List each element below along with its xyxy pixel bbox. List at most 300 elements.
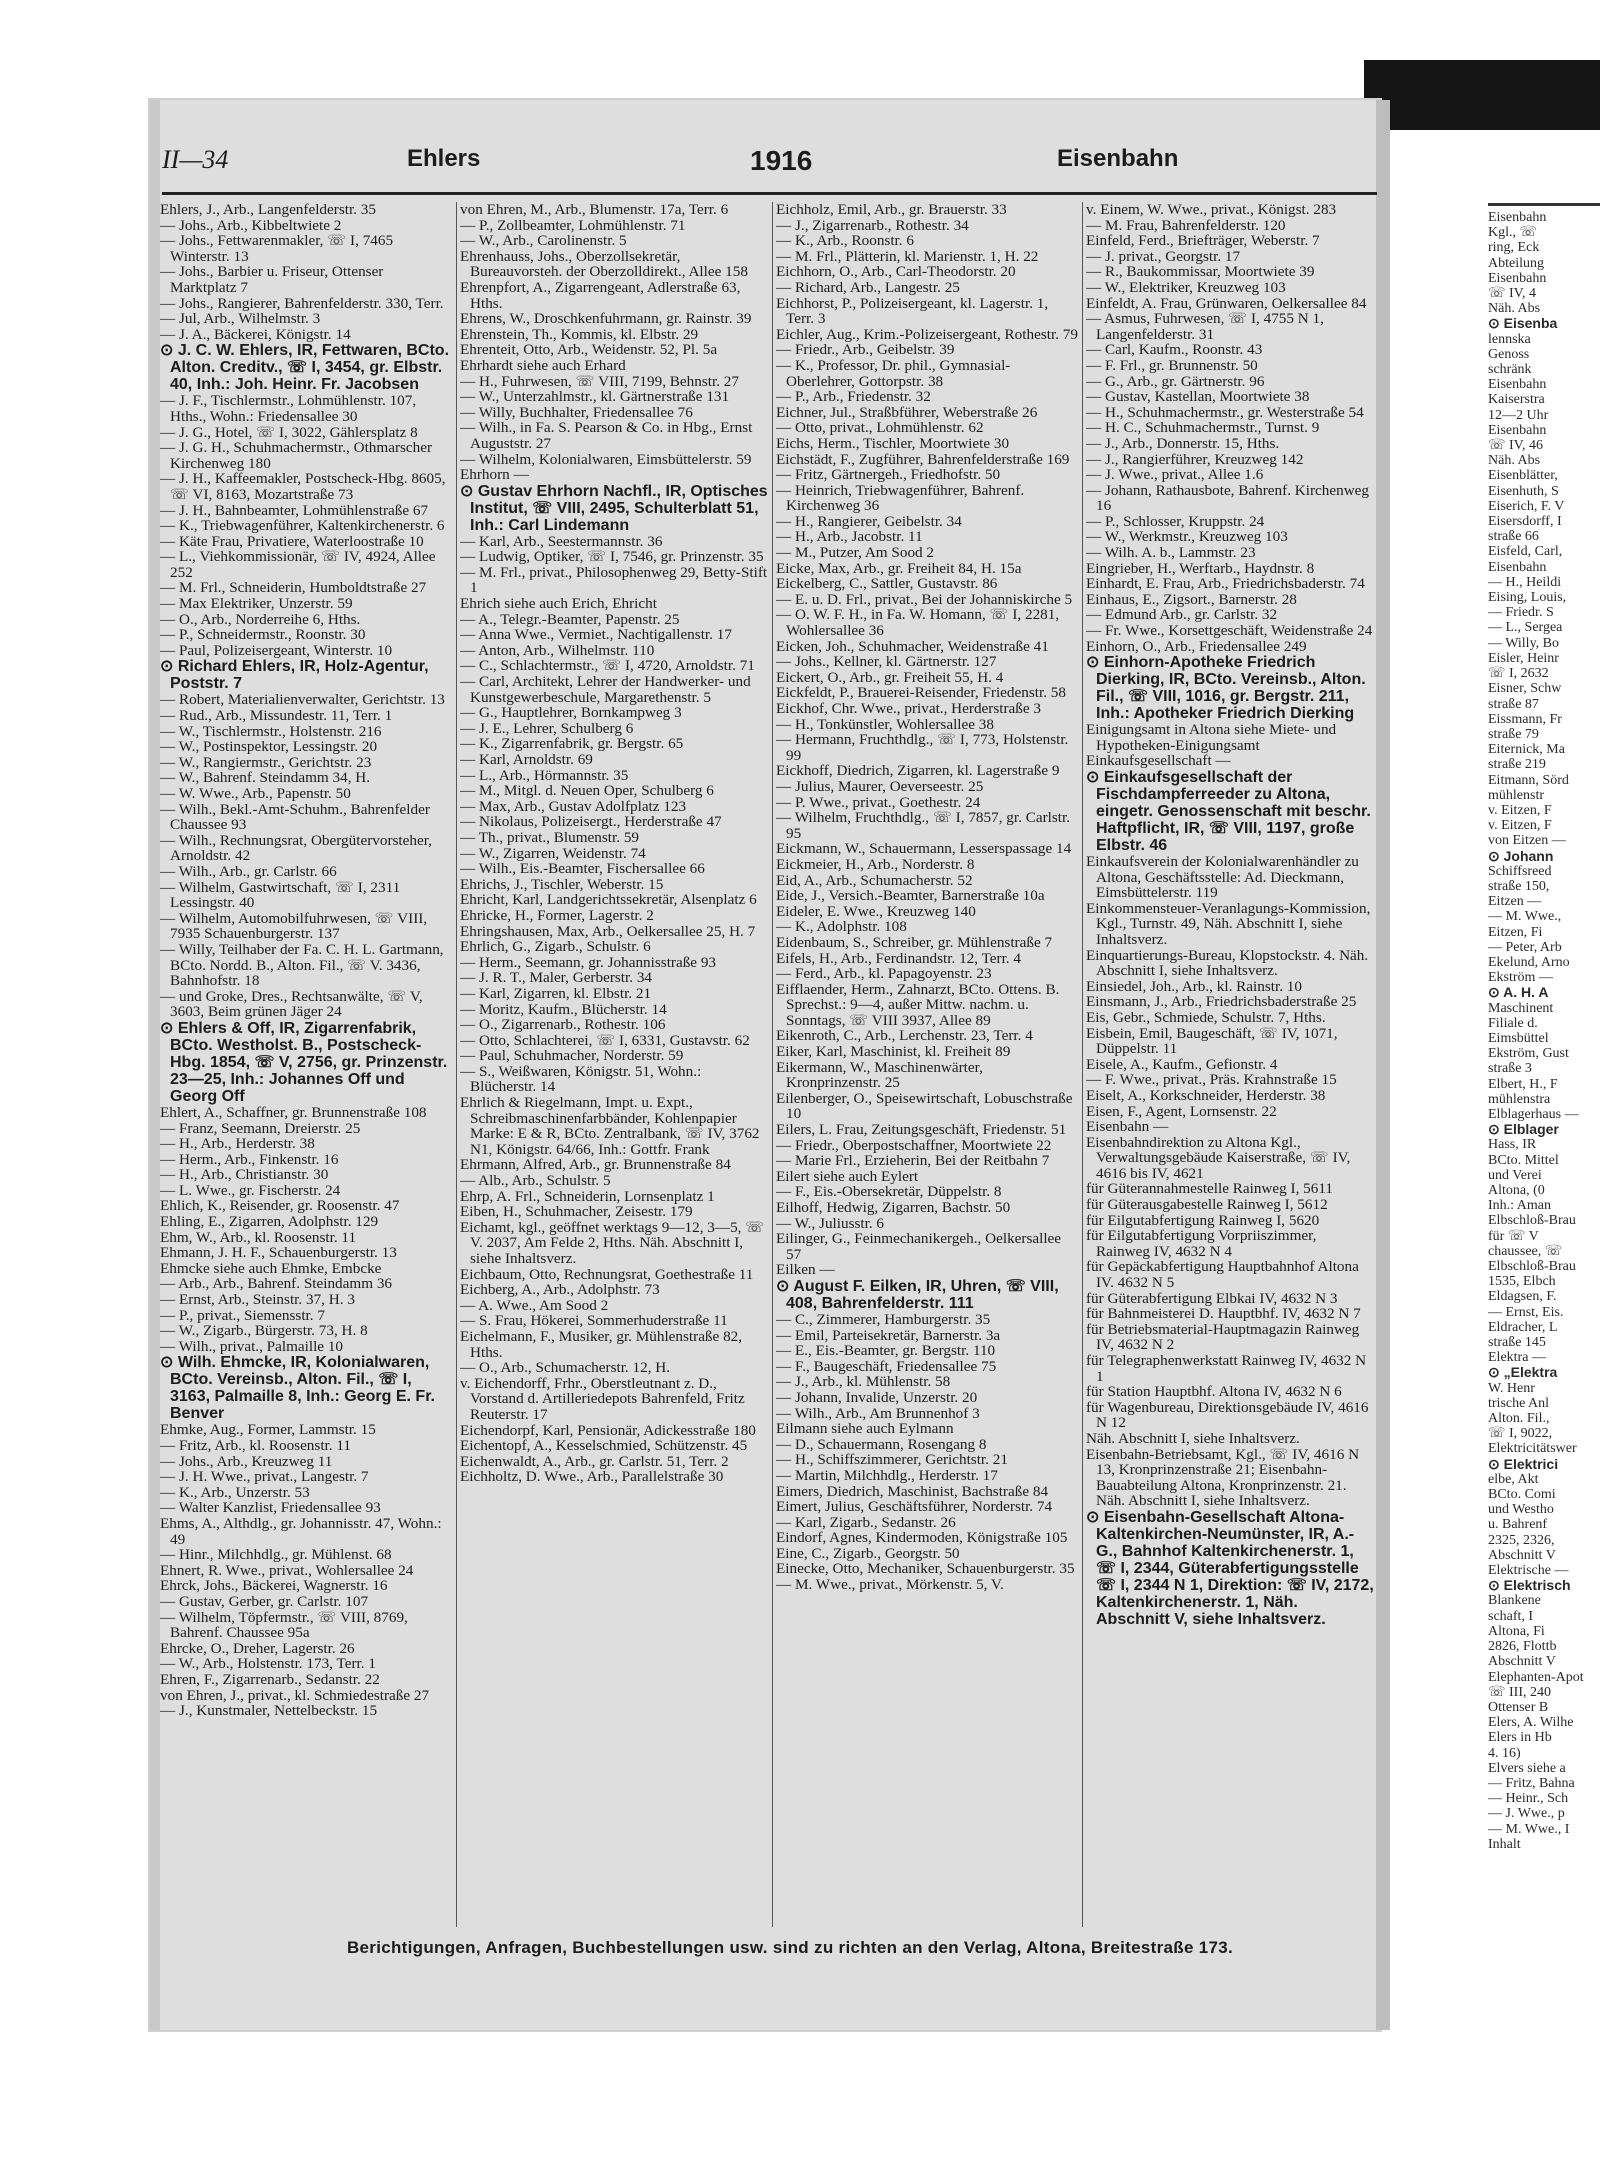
directory-entry: — Wilh., Arb., Am Brunnenhof 3	[776, 1404, 980, 1422]
directory-entry: ⊙ Richard Ehlers, IR, Holz-Agentur, Poststr. 7	[160, 658, 429, 693]
directory-entry: — Paul, Polizeisergeant, Winterstr. 10	[160, 641, 393, 659]
directory-entry: — Wilh., Arb., gr. Carlstr. 66	[160, 862, 337, 880]
directory-entry: — Friedr., Arb., Geibelstr. 39	[776, 341, 955, 359]
directory-entry: Eingrieber, H., Werftarb., Haydnstr. 8	[1086, 559, 1315, 577]
next-page-entry: 1535, Elbch	[1488, 1274, 1556, 1290]
page-number: II—34	[162, 145, 229, 174]
directory-entry: — F. Frl., gr. Brunnenstr. 50	[1086, 356, 1258, 374]
directory-entry: Ehlert, A., Schaffner, gr. Brunnenstraße 108	[160, 1103, 427, 1121]
directory-entry: — J. H., Bahnbeamter, Lohmühlenstraße 67	[160, 501, 429, 519]
directory-entry: — O. W. F. H., in Fa. W. Homann, ☏ I, 2281, Wohlersallee 36	[776, 606, 1060, 640]
directory-entry: Eichamt, kgl., geöffnet werktags 9—12, 3—5, ☏ V. 2037, Am Felde 2, Hths. Näh. Abschnitt I, siehe Inhaltsverz.	[460, 1218, 765, 1267]
next-page-entry: Eisenblätter,	[1488, 468, 1558, 484]
next-page-entry: Elers in Hb	[1488, 1730, 1552, 1746]
directory-entry: — P., privat., Siemensstr. 7	[160, 1306, 325, 1324]
header-year: 1916	[750, 145, 813, 176]
directory-entry: — O., Zigarrenarb., Rothestr. 106	[460, 1016, 666, 1034]
directory-entry: — Karl, Zigarb., Sedanstr. 26	[776, 1513, 956, 1531]
directory-entry: für Station Hauptbhf. Altona IV, 4632 N 6	[1086, 1383, 1342, 1401]
directory-entry: Eide, J., Versich.-Beamter, Barnerstraße 10a	[776, 887, 1045, 905]
next-page-entry: Eisler, Heinr	[1488, 650, 1559, 666]
column-divider	[1082, 202, 1083, 1927]
next-page-entry: straße 150,	[1488, 878, 1550, 894]
directory-entry: Ehrichs, J., Tischler, Weberstr. 15	[460, 875, 664, 893]
next-page-entry: Kaiserstra	[1488, 392, 1545, 408]
directory-entry: — H., Schiffszimmerer, Gerichtstr. 21	[776, 1451, 1008, 1469]
directory-entry: — Herm., Seemann, gr. Johannisstraße 93	[460, 953, 717, 971]
directory-column-4	[1086, 202, 1374, 1932]
directory-entry: — J., Rangierführer, Kreuzweg 142	[1086, 450, 1304, 468]
next-page-entry: 2826, Flottb	[1488, 1639, 1557, 1655]
directory-entry: Eickmeier, H., Arb., Norderstr. 8	[776, 855, 975, 873]
directory-entry: — M. Frau, Bahrenfelderstr. 120	[1086, 216, 1286, 234]
directory-entry: — J., Zigarrenarb., Rothestr. 34	[776, 216, 969, 234]
directory-entry: — und Groke, Dres., Rechtsanwälte, ☏ V, 3603, Beim grünen Jäger 24	[160, 987, 423, 1021]
next-page-entry: Eisenbahn	[1488, 270, 1547, 286]
next-page-entry: straße 3	[1488, 1061, 1532, 1077]
directory-entry: Eifels, H., Arb., Ferdinandstr. 12, Terr. 4	[776, 949, 1021, 967]
directory-entry: Eilenberger, O., Speisewirtschaft, Lobuschstraße 10	[776, 1089, 1073, 1123]
directory-entry: Eimert, Julius, Geschäftsführer, Norderstr. 74	[776, 1498, 1053, 1516]
directory-entry: — M., Mitgl. d. Neuen Oper, Schulberg 6	[460, 782, 714, 800]
directory-entry: — Ferd., Arb., kl. Papagoyenstr. 23	[776, 965, 992, 983]
directory-entry: — E., Eis.-Beamter, gr. Bergstr. 110	[776, 1342, 996, 1360]
next-page-entry: Maschinent	[1488, 1000, 1554, 1016]
directory-entry: — A. Wwe., Am Sood 2	[460, 1296, 609, 1314]
next-page-entry: Eisenbahn	[1488, 377, 1547, 393]
directory-entry: Eichholz, Emil, Arb., gr. Brauerstr. 33	[776, 202, 1007, 218]
next-page-entry: — Fritz, Bahna	[1488, 1775, 1575, 1791]
directory-entry: Eiker, Karl, Maschinist, kl. Freiheit 89	[776, 1043, 1011, 1061]
directory-entry: ⊙ J. C. W. Ehlers, IR, Fettwaren, BCto. Alton. Creditv., ☏ I, 3454, gr. Elbstr. 40, Inh.: Joh. Heinr. Fr. Jacobsen	[160, 342, 450, 394]
directory-entry: Einigungsamt in Altona siehe Miete- und Hypotheken-Einigungsamt	[1086, 721, 1337, 754]
directory-entry: Eifflaender, Herm., Zahnarzt, BCto. Ottens. B. Sprechst.: 9—4, außer Mittw. nachm. u. Sonntags, ☏ VIII 3937, Allee 89	[776, 980, 1060, 1029]
directory-entry: für Telegraphenwerkstatt Rainweg IV, 4632 N 1	[1086, 1352, 1367, 1385]
directory-entry: Eilert siehe auch Eylert	[776, 1167, 919, 1185]
directory-entry: — M. Frl., privat., Philosophenweg 29, Betty-Stift 1	[460, 563, 768, 597]
directory-entry: für Eilgutabfertigung Vorpriiszimmer, Rainweg IV, 4632 N 4	[1086, 1227, 1317, 1260]
next-page-entry: für ☏ V	[1488, 1228, 1539, 1244]
directory-entry: Eikenroth, C., Arb., Lerchenstr. 23, Terr. 4	[776, 1027, 1033, 1045]
directory-entry: — C., Schlachtermstr., ☏ I, 4720, Arnoldstr. 71	[460, 657, 755, 675]
directory-entry: Eisenbahndirektion zu Altona Kgl., Verwaltungsgebäude Kaiserstraße, ☏ IV, 4616 bis IV, 4621	[1086, 1133, 1351, 1182]
next-page-entry: Eisenbahn	[1488, 422, 1547, 438]
next-page-entry: W. Henr	[1488, 1380, 1535, 1396]
next-page-entry: Eiternick, Ma	[1488, 742, 1565, 758]
header-rule	[162, 192, 1377, 195]
next-page-entry: Elektra —	[1488, 1350, 1546, 1366]
next-page-entry: — Willy, Bo	[1488, 635, 1559, 651]
header-last-entry: Eisenbahn	[1057, 145, 1179, 172]
directory-entry: ⊙ Gustav Ehrhorn Nachfl., IR, Optisches Institut, ☏ VIII, 2495, Schulterblatt 51, Inh.: Carl Lindemann	[460, 482, 768, 534]
directory-entry: — Wilhelm, Gastwirtschaft, ☏ I, 2311 Lessingstr. 40	[160, 878, 401, 912]
directory-entry: von Ehren, J., privat., kl. Schmiedestraße 27	[160, 1686, 430, 1704]
next-page-entry: Elbschloß-Brau	[1488, 1213, 1576, 1229]
directory-entry: — Wilhelm, Fruchthdlg., ☏ I, 7857, gr. Carlstr. 95	[776, 809, 1070, 842]
next-page-entry: Ottenser B	[1488, 1699, 1549, 1715]
directory-entry: — W., Tischlermstr., Holstenstr. 216	[160, 722, 382, 740]
directory-entry: — Walter Kanzlist, Friedensallee 93	[160, 1499, 381, 1517]
next-page-entry: ⊙ Elektrisch	[1488, 1577, 1571, 1594]
next-page-rule	[1488, 203, 1600, 206]
directory-entry: Einkaufsgesellschaft —	[1086, 752, 1231, 770]
next-page-entry: — Ernst, Eis.	[1488, 1304, 1564, 1320]
directory-entry: — K., Arb., Unzerstr. 53	[160, 1483, 310, 1501]
directory-entry: — E. u. D. Frl., privat., Bei der Johanniskirche 5	[776, 590, 1073, 608]
directory-entry: Ehren, F., Zigarrenarb., Sedanstr. 22	[160, 1670, 380, 1688]
directory-entry: Eichentopf, A., Kesselschmied, Schützenstr. 45	[460, 1437, 748, 1455]
next-page-entry: Eitzen, Fi	[1488, 924, 1543, 940]
directory-entry: — L., Viehkommissionär, ☏ IV, 4924, Allee 252	[160, 548, 436, 581]
next-page-entry: Elbschloß-Brau	[1488, 1259, 1576, 1275]
directory-entry: — J. H., Kaffeemakler, Postscheck-Hbg. 8605, ☏ VI, 8163, Mozartstraße 73	[160, 470, 446, 503]
directory-entry: Eickelberg, C., Sattler, Gustavstr. 86	[776, 575, 998, 593]
directory-entry: — Ludwig, Optiker, ☏ I, 7546, gr. Prinzenstr. 35	[460, 548, 764, 566]
directory-entry: — K., Arb., Roonstr. 6	[776, 232, 914, 250]
directory-entry: — M. Frl., Schneiderin, Humboldtstraße 27	[160, 579, 427, 597]
directory-entry: Ehlers, J., Arb., Langenfelderstr. 35	[160, 202, 376, 218]
directory-entry: Ehrck, Johs., Bäckerei, Wagnerstr. 16	[160, 1577, 388, 1595]
next-page-entry: Filiale d.	[1488, 1015, 1538, 1031]
next-page-entry: — Heinr., Sch	[1488, 1791, 1569, 1807]
directory-entry: — C., Zimmerer, Hamburgerstr. 35	[776, 1310, 991, 1328]
directory-entry: — P., Arb., Friedenstr. 32	[776, 388, 931, 406]
directory-entry: — Käte Frau, Privatiere, Waterloostraße 10	[160, 532, 424, 550]
directory-entry: für Bahnmeisterei D. Hauptbhf. IV, 4632 N 7	[1086, 1305, 1361, 1323]
directory-column-3	[776, 202, 1078, 1932]
next-page-entry: — M. Wwe., I	[1488, 1821, 1570, 1837]
next-page-entry: Hass, IR	[1488, 1137, 1537, 1153]
directory-entry: — Willy, Buchhalter, Friedensallee 76	[460, 403, 693, 421]
directory-entry: — Willy, Teilhaber der Fa. C. H. L. Gartmann, BCto. Nordd. B., Alton. Fil., ☏ V. 3436, Bahnhofstr. 18	[160, 940, 444, 990]
directory-entry: — Johs., Kellner, kl. Gärtnerstr. 127	[776, 653, 997, 671]
directory-entry: Eicke, Max, Arb., gr. Freiheit 84, H. 15a	[776, 559, 1022, 577]
directory-entry: — L. Wwe., gr. Fischerstr. 24	[160, 1181, 341, 1199]
directory-entry: Einfeld, Ferd., Briefträger, Weberstr. 7	[1086, 232, 1320, 250]
directory-entry: — Richard, Arb., Langestr. 25	[776, 278, 960, 296]
directory-entry: — Nikolaus, Polizeisergt., Herderstraße 47	[460, 813, 722, 831]
next-page-entry: chaussee, ☏	[1488, 1243, 1563, 1259]
directory-entry: Eisenbahn —	[1086, 1118, 1169, 1136]
directory-entry: — W., Elektriker, Kreuzweg 103	[1086, 278, 1286, 296]
directory-entry: Eickhoff, Diedrich, Zigarren, kl. Lagerstraße 9	[776, 762, 1060, 780]
directory-entry: — Emil, Parteisekretär, Barnerstr. 3a	[776, 1326, 1001, 1344]
directory-entry: Ehricke, H., Former, Lagerstr. 2	[460, 906, 654, 924]
next-page-entry: mühlenstr	[1488, 787, 1544, 803]
directory-entry: Eindorf, Agnes, Kindermoden, Königstraße 105	[776, 1529, 1068, 1547]
directory-entry: Eine, C., Zigarb., Georgstr. 50	[776, 1544, 960, 1562]
directory-entry: Ehrlich, G., Zigarb., Schulstr. 6	[460, 938, 651, 956]
directory-entry: — D., Schauermann, Rosengang 8	[776, 1435, 987, 1453]
next-page-entry: elbe, Akt	[1488, 1471, 1539, 1487]
directory-entry: Ehrcke, O., Dreher, Lagerstr. 26	[160, 1639, 355, 1657]
next-page-entry: und Westho	[1488, 1502, 1554, 1518]
directory-entry: — P., Schneidermstr., Roonstr. 30	[160, 626, 366, 644]
next-page-entry: ⊙ Elblager	[1488, 1121, 1559, 1138]
directory-entry: — M. Wwe., privat., Mörkenstr. 5, V.	[776, 1576, 1004, 1594]
directory-entry: Ehrenteit, Otto, Arb., Weidenstr. 52, Pl. 5a	[460, 341, 718, 359]
directory-entry: für Gepäckabfertigung Hauptbahnhof Altona IV. 4632 N 5	[1086, 1258, 1359, 1292]
directory-entry: — H., Arb., Jacobstr. 11	[776, 528, 923, 546]
directory-entry: Eisbein, Emil, Baugeschäft, ☏ IV, 1071, Düppelstr. 11	[1086, 1024, 1338, 1058]
directory-entry: Eilinger, G., Feinmechanikergeh., Oelkersallee 57	[776, 1230, 1062, 1263]
directory-entry: ⊙ Wilh. Ehmcke, IR, Kolonialwaren, BCto. Vereinsb., Alton. Fil., ☏ I, 3163, Palmaille 8, Inh.: Georg E. Fr. Benver	[160, 1354, 435, 1423]
directory-entry: — M. Frl., Plätterin, kl. Marienstr. 1, H. 22	[776, 247, 1039, 265]
directory-entry: Ehmann, J. H. F., Schauenburgerstr. 13	[160, 1244, 397, 1262]
directory-entry: — W., Unterzahlmstr., kl. Gärtnerstraße 131	[460, 388, 730, 406]
directory-entry: Ehringshausen, Max, Arb., Oelkersallee 25, H. 7	[460, 922, 756, 940]
directory-entry: — Hinr., Milchhdlg., gr. Mühlenst. 68	[160, 1546, 392, 1564]
next-page-entry: ⊙ „Elektra	[1488, 1364, 1558, 1381]
next-page-entry: schränk	[1488, 362, 1532, 378]
next-page-entry: ☏ III, 240	[1488, 1684, 1551, 1700]
directory-entry: für Güterannahmestelle Rainweg I, 5611	[1086, 1180, 1333, 1198]
directory-entry: — Wilhelm, Töpfermstr., ☏ VIII, 8769, Bahrenf. Chaussee 95a	[160, 1608, 408, 1642]
directory-entry: Eikermann, W., Maschinenwärter, Kronprinzenstr. 25	[776, 1058, 983, 1092]
directory-entry: — Asmus, Fuhrwesen, ☏ I, 4755 N 1, Langenfelderstr. 31	[1086, 310, 1324, 343]
next-page-entry: Blankene	[1488, 1593, 1541, 1609]
directory-entry: — W., Rangiermstr., Gerichtstr. 23	[160, 753, 372, 771]
directory-entry: — J. G., Hotel, ☏ I, 3022, Gählersplatz 8	[160, 423, 418, 441]
directory-entry: — Friedr., Oberpostschaffner, Moortwiete 22	[776, 1136, 1052, 1154]
directory-entry: — Johann, Invalide, Unzerstr. 20	[776, 1388, 978, 1406]
directory-entry: Ehlich, K., Reisender, gr. Roosenstr. 47	[160, 1197, 400, 1215]
next-page-entry: Näh. Abs	[1488, 301, 1541, 317]
directory-entry: — Johs., Arb., Kibbeltwiete 2	[160, 216, 342, 234]
directory-entry: v. Einem, W. Wwe., privat., Königst. 283	[1086, 202, 1337, 218]
next-page-entry: von Eitzen —	[1488, 833, 1566, 849]
directory-entry: — P. Wwe., privat., Goethestr. 24	[776, 793, 981, 811]
directory-entry: für Betriebsmaterial-Hauptmagazin Rainweg IV, 4632 N 2	[1086, 1320, 1360, 1354]
next-page-entry: 12—2 Uhr	[1488, 407, 1549, 423]
directory-entry: Ehrlich & Riegelmann, Impt. u. Expt., Schreibmaschinenfarbbänder, Kohlenpapier Marke: E & R, BCto. Zentralbank, ☏ IV, 3762 N1, Königstr. 64/66, Inh.: Gottfr. Frank	[460, 1094, 760, 1158]
next-page-entry: BCto. Mittel	[1488, 1152, 1559, 1168]
directory-entry: Einsmann, J., Arb., Friedrichsbaderstraße 25	[1086, 993, 1357, 1011]
directory-entry: — J. A., Bäckerei, Königstr. 14	[160, 325, 351, 343]
next-page-entry: Altona, Fi	[1488, 1623, 1545, 1639]
directory-entry: Ehm, W., Arb., kl. Roosenstr. 11	[160, 1228, 357, 1246]
directory-entry: — Johann, Rathausbote, Bahrenf. Kirchenweg 16	[1086, 481, 1370, 515]
directory-entry: ⊙ Ehlers & Off, IR, Zigarrenfabrik, BCto. Westholst. B., Postscheck-Hbg. 1854, ☏ V, 2756, gr. Prinzenstr. 23—25, Inh.: Johannes Off und Georg Off	[160, 1019, 448, 1105]
next-page-entry: Eisersdorff, I	[1488, 514, 1562, 530]
next-page-entry: — Peter, Arb	[1488, 939, 1562, 955]
next-page-entry: ☏ IV, 4	[1488, 286, 1536, 302]
next-page-entry: Eldracher, L	[1488, 1319, 1558, 1335]
directory-entry: ⊙ August F. Eilken, IR, Uhren, ☏ VIII, 408, Bahrenfelderstr. 111	[776, 1277, 1059, 1312]
next-page-entry: ⊙ Elektrici	[1488, 1455, 1559, 1472]
next-page-entry: straße 66	[1488, 529, 1539, 545]
directory-entry: Eisen, F., Agent, Lornsenstr. 22	[1086, 1102, 1277, 1120]
next-page-entry: Abteilung	[1488, 255, 1544, 271]
directory-entry: — W., Zigarb., Bürgerstr. 73, H. 8	[160, 1322, 368, 1340]
next-page-entry: Elektrische —	[1488, 1563, 1569, 1579]
next-page-entry: Elblagerhaus —	[1488, 1106, 1579, 1122]
directory-entry: Eichholtz, D. Wwe., Arb., Parallelstraße 30	[460, 1468, 724, 1486]
next-page-entry: Eissmann, Fr	[1488, 711, 1562, 727]
directory-column-1	[160, 202, 452, 1932]
next-page-entry: straße 145	[1488, 1335, 1546, 1351]
next-page-entry: Kgl., ☏	[1488, 225, 1538, 241]
directory-entry: — J. privat., Georgstr. 17	[1086, 247, 1241, 265]
directory-entry: — O., Arb., Schumacherstr. 12, H.	[460, 1359, 671, 1377]
directory-entry: Eichler, Aug., Krim.-Polizeisergeant, Rothestr. 79	[776, 325, 1078, 343]
directory-entry: Einfeldt, A. Frau, Grünwaren, Oelkersallee 84	[1086, 294, 1367, 312]
directory-entry: Eimers, Diedrich, Maschinist, Bachstraße 84	[776, 1482, 1049, 1500]
directory-entry: — Marie Frl., Erzieherin, Bei der Reitbahn 7	[776, 1152, 1050, 1170]
directory-entry: Ehrenpfort, A., Zigarrengeant, Adlerstraße 63, Hths.	[460, 278, 741, 312]
directory-entry: — L., Arb., Hörmannstr. 35	[460, 766, 629, 784]
next-page-entry: ring, Eck	[1488, 240, 1540, 256]
directory-entry: — Rud., Arb., Missundestr. 11, Terr. 1	[160, 707, 393, 725]
directory-entry: Eichelmann, F., Musiker, gr. Mühlenstraße 82, Hths.	[460, 1327, 743, 1361]
next-page-entry: v. Eitzen, F	[1488, 802, 1552, 818]
directory-entry: Eichner, Jul., Straßbführer, Weberstraße 26	[776, 403, 1038, 421]
directory-entry: — Th., privat., Blumenstr. 59	[460, 828, 640, 846]
directory-entry: — Karl, Zigarren, kl. Elbstr. 21	[460, 984, 652, 1002]
next-page-entry: — J. Wwe., p	[1488, 1806, 1565, 1822]
directory-entry: Einkommensteuer-Veranlagungs-Kommission, Kgl., Turnstr. 49, Näh. Abschnitt I, siehe Inhaltsverz.	[1086, 899, 1371, 948]
next-page-entry: Eldagsen, F.	[1488, 1289, 1557, 1305]
next-page-entry: Eisenhuth, S	[1488, 483, 1559, 499]
directory-entry: — H., Schuhmachermstr., gr. Westerstraße 54	[1086, 403, 1364, 421]
directory-entry: Eichberg, A., Arb., Adolphstr. 73	[460, 1281, 660, 1299]
directory-entry: — Karl, Arnoldstr. 69	[460, 751, 593, 768]
directory-entry: Eideler, E. Wwe., Kreuzweg 140	[776, 902, 976, 920]
directory-entry: Eichenwaldt, A., Arb., gr. Carlstr. 51, Terr. 2	[460, 1452, 729, 1470]
directory-entry: Ehmke, Aug., Former, Lammstr. 15	[160, 1421, 376, 1439]
directory-entry: — Wilh., Rechnungsrat, Obergütervorsteher, Arnoldstr. 42	[160, 831, 432, 865]
next-page-entry: — L., Sergea	[1488, 620, 1563, 636]
directory-entry: — K., Professor, Dr. phil., Gymnasial-Oberlehrer, Gottorpstr. 38	[776, 356, 1011, 390]
directory-entry: — Max Elektriker, Unzerstr. 59	[160, 595, 353, 613]
directory-entry: Ehrenstein, Th., Kommis, kl. Elbstr. 29	[460, 325, 699, 343]
directory-entry: — F. Wwe., privat., Präs. Krahnstraße 15	[1086, 1071, 1337, 1089]
directory-entry: Eichhorn, O., Arb., Carl-Theodorstr. 20	[776, 263, 1016, 281]
directory-entry: — Hermann, Fruchthdlg., ☏ I, 773, Holstenstr. 99	[776, 731, 1069, 764]
directory-entry: — Alb., Arb., Schulstr. 5	[460, 1172, 611, 1190]
next-page-entry: lennska	[1488, 331, 1531, 347]
directory-entry: — K., Adolphstr. 108	[776, 918, 907, 936]
directory-entry: Ehrhardt siehe auch Erhard	[460, 356, 626, 374]
directory-entry: — W., Juliusstr. 6	[776, 1214, 885, 1232]
directory-entry: — G., Hauptlehrer, Bornkampweg 3	[460, 704, 682, 722]
directory-entry: — J. R. T., Maler, Gerberstr. 34	[460, 969, 653, 987]
directory-entry: Ehnert, R. Wwe., privat., Wohlersallee 24	[160, 1561, 414, 1579]
directory-entry: — J. E., Lehrer, Schulberg 6	[460, 719, 634, 737]
next-page-entry: Ekelund, Arno	[1488, 954, 1570, 970]
directory-entry: — Otto, privat., Lohmühlenstr. 62	[776, 419, 984, 437]
directory-entry: — S. Frau, Hökerei, Sommerhuderstraße 11	[460, 1312, 728, 1330]
directory-entry: — H., Arb., Christianstr. 30	[160, 1166, 329, 1184]
next-page-entry: Elvers siehe a	[1488, 1760, 1566, 1776]
directory-entry: Eilers, L. Frau, Zeitungsgeschäft, Friedenstr. 51	[776, 1121, 1067, 1139]
next-page-edge	[1488, 210, 1600, 1970]
directory-entry: — F., Eis.-Obersekretär, Düppelstr. 8	[776, 1183, 1002, 1201]
directory-entry: — Wilh., privat., Palmaille 10	[160, 1337, 344, 1355]
directory-entry: Einhorn, O., Arb., Friedensallee 249	[1086, 637, 1307, 655]
directory-entry: ⊙ Einhorn-Apotheke Friedrich Dierking, IR, BCto. Vereinsb., Alton. Fil., ☏ VIII, 1016, gr. Bergstr. 211, Inh.: Apotheker Friedrich Dierking	[1086, 654, 1366, 723]
next-page-entry: ☏ IV, 46	[1488, 438, 1543, 454]
directory-entry: — Wilhelm, Kolonialwaren, Eimsbüttelerstr. 59	[460, 450, 752, 468]
directory-entry: von Ehren, M., Arb., Blumenstr. 17a, Terr. 6	[460, 202, 729, 218]
directory-entry: Eickfeldt, P., Brauerei-Reisender, Friedenstr. 58	[776, 684, 1066, 702]
next-page-entry: Ekström, Gust	[1488, 1046, 1569, 1062]
next-page-entry: Eising, Louis,	[1488, 590, 1567, 606]
directory-entry: — Gustav, Gerber, gr. Carlstr. 107	[160, 1592, 369, 1610]
directory-entry: — W. Wwe., Arb., Papenstr. 50	[160, 785, 351, 802]
directory-entry: — Paul, Schuhmacher, Norderstr. 59	[460, 1047, 684, 1065]
directory-entry: — A., Telegr.-Beamter, Papenstr. 25	[460, 610, 680, 628]
next-page-entry: Eisenbahn	[1488, 210, 1547, 225]
directory-entry: für Wagenbureau, Direktionsgebäude IV, 4616 N 12	[1086, 1398, 1369, 1432]
directory-entry: — Heinrich, Triebwagenführer, Bahrenf. Kirchenweg 36	[776, 481, 1025, 515]
next-page-entry: Inhalt	[1488, 1836, 1521, 1852]
directory-entry: — J. G. H., Schuhmachermstr., Othmarscher Kirchenweg 180	[160, 439, 433, 472]
directory-entry: — Johs., Fettwarenmakler, ☏ I, 7465 Winterstr. 13	[160, 232, 394, 265]
directory-entry: — Anna Wwe., Vermiet., Nachtigallenstr. 17	[460, 626, 732, 644]
directory-entry: — Johs., Arb., Kreuzweg 11	[160, 1452, 333, 1470]
directory-entry: — Julius, Maurer, Oeverseestr. 25	[776, 777, 984, 795]
next-page-entry: ⊙ Eisenba	[1488, 315, 1558, 332]
directory-entry: Eichhorst, P., Polizeisergeant, kl. Lagerstr. 1, Terr. 3	[776, 294, 1049, 328]
directory-entry: — W., Arb., Carolinenstr. 5	[460, 232, 627, 250]
directory-entry: für Güterabfertigung Elbkai IV, 4632 N 3	[1086, 1289, 1338, 1307]
directory-entry: — Fr. Wwe., Korsettgeschäft, Weidenstraße 24	[1086, 622, 1373, 640]
directory-entry: Eichstädt, F., Zugführer, Bahrenfelderstraße 169	[776, 450, 1070, 468]
directory-entry: — Wilh., Eis.-Beamter, Fischersallee 66	[460, 860, 705, 878]
directory-entry: — Johs., Rangierer, Bahrenfelderstr. 330, Terr.	[160, 294, 444, 312]
directory-entry: Eisele, A., Kaufm., Gefionstr. 4	[1086, 1055, 1278, 1073]
directory-entry: — Herm., Arb., Finkenstr. 16	[160, 1150, 339, 1168]
next-page-entry: Eitzen —	[1488, 894, 1542, 910]
directory-entry: — Karl, Arb., Seestermannstr. 36	[460, 532, 663, 550]
directory-entry: Eisenbahn-Betriebsamt, Kgl., ☏ IV, 4616 N 13, Kronprinzenstraße 21; Eisenbahn-Bauabteilung Altona, Kronprinzenstr. 21. Näh. Abschnitt I, siehe Inhaltsverz.	[1086, 1445, 1360, 1510]
next-page-entry: Inh.: Aman	[1488, 1198, 1551, 1214]
page-header	[162, 145, 1377, 181]
next-page-entry: Eimsbüttel	[1488, 1030, 1549, 1046]
next-page-entry: ⊙ Johann	[1488, 847, 1554, 864]
directory-entry: Eiben, H., Schuhmacher, Zeisestr. 179	[460, 1203, 693, 1221]
directory-entry: Ehrmann, Alfred, Arb., gr. Brunnenstraße 84	[460, 1156, 731, 1174]
directory-entry: — F., Baugeschäft, Friedensallee 75	[776, 1357, 997, 1375]
next-page-entry: trische Anl	[1488, 1395, 1550, 1411]
next-page-entry: mühlenstra	[1488, 1091, 1551, 1107]
next-page-entry: Alton. Fil.,	[1488, 1411, 1550, 1427]
directory-entry: Einecke, Otto, Mechaniker, Schauenburgerstr. 35	[776, 1560, 1075, 1578]
next-page-entry: straße 79	[1488, 726, 1539, 742]
directory-entry: — G., Arb., gr. Gärtnerstr. 96	[1086, 372, 1265, 390]
directory-entry: — Fritz, Arb., kl. Roosenstr. 11	[160, 1437, 351, 1454]
directory-entry: — P., Zollbeamter, Lohmühlenstr. 71	[460, 216, 686, 234]
directory-entry: — Ernst, Arb., Steinstr. 37, H. 3	[160, 1291, 355, 1309]
directory-entry: Ehrp, A. Frl., Schneiderin, Lornsenplatz 1	[460, 1187, 715, 1205]
directory-entry: — Max, Arb., Gustav Adolfplatz 123	[460, 797, 687, 815]
next-page-entry: — H., Heildi	[1488, 574, 1562, 590]
next-page-entry: straße 87	[1488, 696, 1539, 712]
directory-entry: — H., Rangierer, Geibelstr. 34	[776, 512, 962, 530]
next-page-entry: Abschnitt V	[1488, 1547, 1556, 1563]
publisher-notice: Berichtigungen, Anfragen, Buchbestellungen usw. sind zu richten an den Verlag, Altona, Breitestraße 173.	[346, 1938, 1234, 1957]
directory-entry: — R., Baukommissar, Moortwiete 39	[1086, 263, 1315, 281]
directory-entry: — Edmund Arb., gr. Carlstr. 32	[1086, 606, 1278, 624]
directory-entry: Eid, A., Arb., Schumacherstr. 52	[776, 871, 973, 889]
directory-entry: — P., Schlosser, Kruppstr. 24	[1086, 512, 1265, 530]
directory-entry: für Eilgutabfertigung Rainweg I, 5620	[1086, 1211, 1320, 1229]
directory-entry: — Moritz, Kaufm., Blücherstr. 14	[460, 1000, 667, 1018]
next-page-entry: Eitmann, Sörd	[1488, 772, 1569, 788]
directory-entry: Eickhof, Chr. Wwe., privat., Herderstraße 3	[776, 700, 1041, 717]
directory-entry: — H. C., Schuhmachermstr., Turnst. 9	[1086, 419, 1320, 437]
